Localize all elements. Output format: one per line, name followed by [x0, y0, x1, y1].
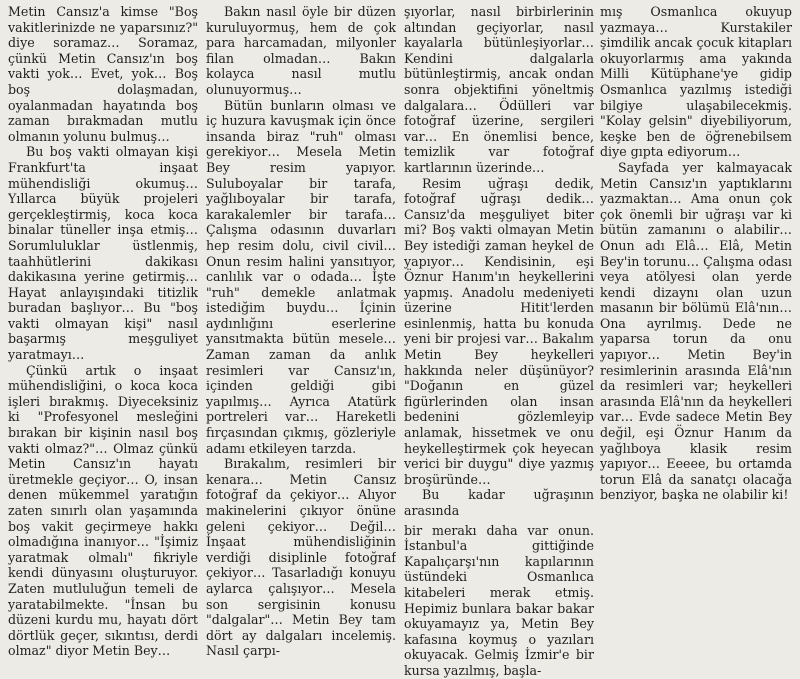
paragraph: Bakın nasıl öyle bir düzen kuruluyormuş, hem de çok para harcamadan, milyonler filan olmadan… Bakın kolayca nasıl mutlu olunuyormuş…	[206, 4, 396, 97]
paragraph: Çünkü artık o inşaat mühendisliğini, o koca koca işleri bırakmış. Diyeceksiniz ki "Profesyonel mesleğini bırakan bir kişinin nasıl boş vakti olmaz?"… Olmaz çünkü Metin Cansız'ın hayatı üretmekle geçiyor… O, insan denen mükemmel yaratığın zaten sınırlı olan yaşamında boş vakit geçirmeye hakkı olmadığına inanıyor… "İşimiz yaratmak olmalı" fikriyle kendi dünyasını oluşturuyor. Zaten mutluluğun temeli de yaratabilmekte. "İnsan bu düzeni kurdu mu, hayatı dört dörtlük geçer, sıkıntısı, derdi olmaz" diyor Metin Bey…	[8, 362, 198, 659]
paragraph: şıyorlar, nasıl birbirlerinin altından geçiyorlar, nasıl kayalarla bütünleşiyorlar… Kendini dalgalarla bütünleştirmiş, ancak ondan sonra objektifini yöneltmiş dalgalara… Ödülleri var fotoğraf üzerine, sergileri var… En önemlisi bence, temizlik var fotoğraf kartlarının üzerinde…	[404, 4, 594, 175]
paragraph: Bütün bunların olması ve iç huzura kavuşmak için önce insanda biraz "ruh" olması gerekiyor… Mesela Metin Bey resim yapıyor. Suluboyalar bir tarafa, yağlıboyalar bir tarafa, karakalemler bir tarafa… Çalışma odasının duvarları hep resim dolu, civil civil… Onun resim halini yansıtıyor, canlılık var o odada… İşte "ruh" demekle anlatmak istediğim buydu… İçinin aydınlığını eserlerine yansıtmakta bütün mesele… Zaman zaman da anlık resimleri var Cansız'ın, içinden geldiği gibi yapılmış… Ayrıca Atatürk portreleri var… Hareketli fırçasından çıkmış, gözleriyle adamı etkileyen tarzda.	[206, 97, 396, 456]
article-column-3	[404, 4, 594, 679]
paragraph: Bu boş vakti olmayan kişi Frankfurt'ta inşaat mühendisliği okumuş… Yıllarca büyük projeleri gerçekleştirmiş, koca koca binalar tüneller inşa etmiş… Sorumluluklar üstlenmiş, taahhütlerini dakikası dakikasına yerine getirmiş… Hayat anlayışındaki titizlik buradan başlıyor… Bu "boş vakti olmayan kişi" nasıl başarmış meşguliyet yaratmayı…	[8, 144, 198, 363]
article-column-1	[8, 4, 198, 659]
paragraph: bir merakı daha var onun. İstanbul'a gittiğinde Kapalıçarşı'nın kapılarının üstündeki Osmanlıca kitabeleri merak etmiş. Hepimiz bunlara bakar bakar okuyamayız ya, Metin Bey kafasına koymuş o yazıları okuyacak. Gelmiş İzmir'e bir kursa yazılmış, başla-	[404, 522, 594, 678]
article-column-4	[600, 4, 792, 503]
article-column-2	[206, 4, 396, 659]
paragraph: Metin Cansız'a kimse "Boş vakitlerinizde ne yaparsınız?" diye soramaz… Soramaz, çünkü Metin Cansız'ın boş vakti yok… Evet, yok… Boş boş dolaşmadan, oyalanmadan hayatında boş zaman bırakmadan mutlu olmanın yolunu bulmuş…	[8, 4, 198, 144]
paragraph: Bu kadar uğraşının arasında	[404, 487, 594, 518]
paragraph: Bırakalım, resimleri bir kenara… Metin Cansız fotoğraf da çekiyor… Alıyor makinelerini çıkıyor önüne geleni çekiyor… Değil… İnşaat mühendisliğinin verdiği disiplinle fotoğraf çekiyor… Tasarladığı konuyu aylarca çalışıyor… Mesela son sergisinin konusu "dalgalar"… Metin Bey tam dört ay dalgaları incelemiş. Nasıl çarpı-	[206, 456, 396, 659]
paragraph: mış Osmanlıca okuyup yazmaya… Kurstakiler şimdilik ancak çocuk kitapları okuyorlarmış ama yakında Milli Kütüphane'ye gidip Osmanlıca yazılmış istediği bilgiye ulaşabilecekmiş. "Kolay gelsin" diyebiliyorum, keşke ben de öğrenebilsem diye gıpta ediyorum…	[600, 4, 792, 160]
paragraph: Resim uğraşı dedik, fotoğraf uğraşı dedik… Cansız'da meşguliyet biter mi? Boş vakti olmayan Metin Bey istediği zaman heykel de yapıyor… Kendisinin, eşi Öznur Hanım'ın heykellerini yapmış. Anadolu medeniyeti üzerine Hitit'lerden esinlenmiş, hatta bu konuda yeni bir projesi var… Bakalım Metin Bey heykelleri hakkında neler düşünüyor? "Doğanın en güzel figürlerinden olan insan bedenini gözlemleyip anlamak, hissetmek ve onu heykelleştirmek çok heyecan verici bir duygu" diye yazmış broşüründe…	[404, 175, 594, 487]
paragraph: Sayfada yer kalmayacak Metin Cansız'ın yaptıklarını yazmaktan… Ama onun çok çok önemli bir uğraşı var ki bütün zamanını o alabilir… Onun adı Elâ… Elâ, Metin Bey'in torunu… Çalışma odası veya atölyesi olan yerde kendi dizaynı olan uzun masanın bir bölümü Elâ'nın… Ona ayrılmış. Dede ne yaparsa torun da onu yapıyor… Metin Bey'in resimlerinin arasında Elâ'nın da resimleri var; heykelleri arasında Elâ'nın da heykelleri var… Evde sadece Metin Bey değil, eşi Öznur Hanım da yağlıboya klasik resim yapıyor… Eeeee, bu ortamda torun Elâ da sanatçı olacağa benziyor, başka ne olabilir ki!	[600, 159, 792, 503]
